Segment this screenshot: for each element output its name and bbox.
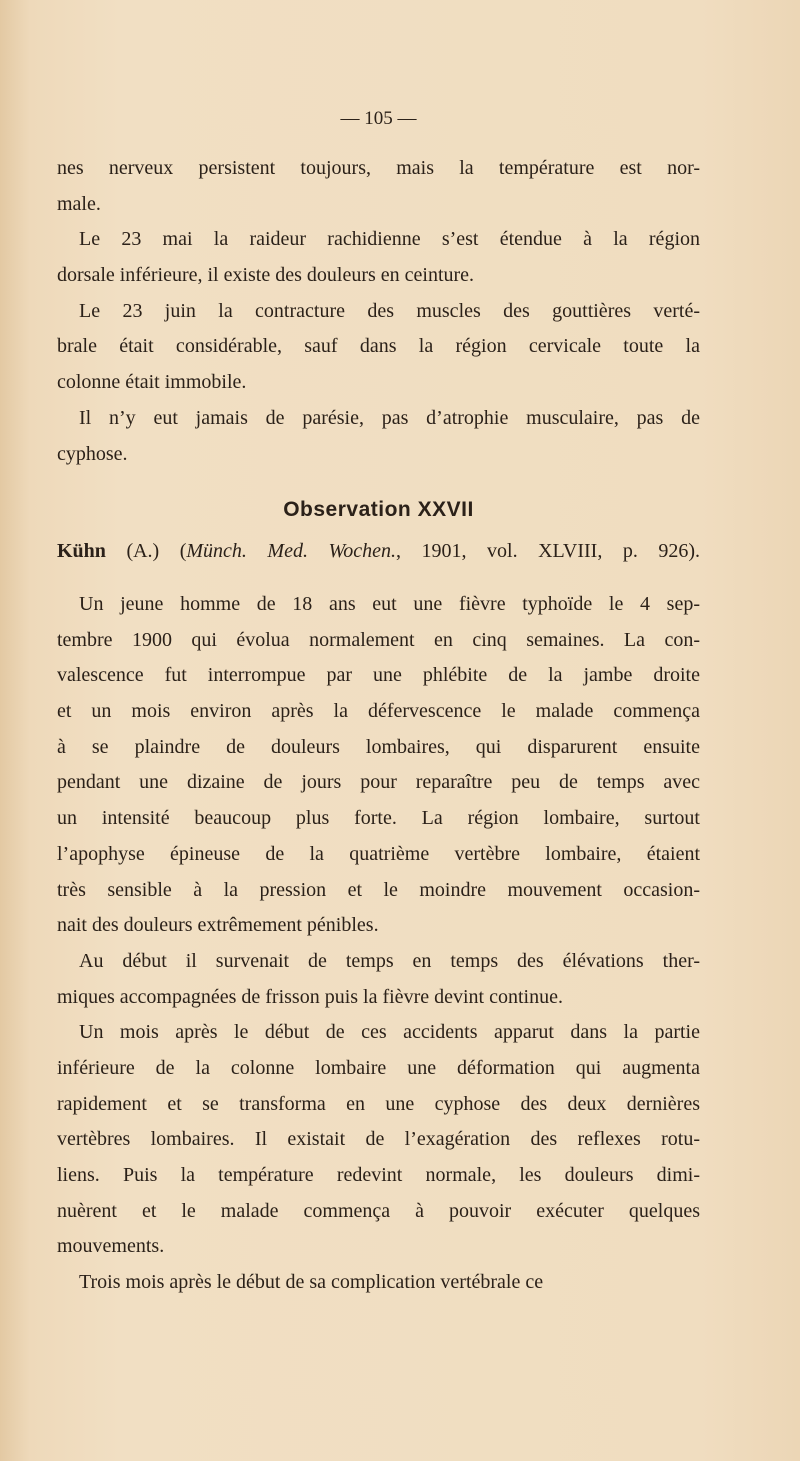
text-line: Un jeune homme de 18 ans eut une fièvre typhoïde le 4 sep- bbox=[79, 593, 700, 615]
text-line: un intensité beaucoup plus forte. La région lombaire, surtout bbox=[57, 807, 700, 830]
paragraph bbox=[57, 401, 700, 472]
observation-body bbox=[57, 587, 700, 1301]
text-line: Trois mois après le début de sa complication vertébrale ce bbox=[79, 1271, 544, 1294]
page-number: — 105 — bbox=[340, 108, 417, 129]
paragraph bbox=[57, 1265, 700, 1301]
paragraph bbox=[57, 944, 700, 1015]
observation-heading: Observation XXVII bbox=[283, 498, 474, 521]
reference-author: Kühn bbox=[57, 540, 106, 562]
paragraph bbox=[57, 222, 700, 293]
paragraph bbox=[57, 294, 700, 401]
text-line: rapidement et se transforma en une cyphose des deux dernières bbox=[57, 1092, 700, 1115]
text-line: brale était considérable, sauf dans la région cervicale toute la bbox=[57, 335, 700, 358]
text-line: Au début il survenait de temps en temps des élévations ther- bbox=[79, 949, 700, 972]
text-line: nuèrent et le malade commença à pouvoir exécuter quelques bbox=[57, 1199, 700, 1222]
text-line: l’apophyse épineuse de la quatrième vertèbre lombaire, étaient bbox=[57, 842, 700, 865]
text-line: nait des douleurs extrêmement pénibles. bbox=[57, 914, 379, 937]
text-line: tembre 1900 qui évolua normalement en cinq semaines. La con- bbox=[57, 628, 700, 651]
reference-journal: Münch. Med. Wochen. bbox=[186, 540, 397, 562]
text-line: male. bbox=[57, 192, 101, 215]
text-line: mouvements. bbox=[57, 1235, 165, 1258]
text-line: valescence fut interrompue par une phlébite de la jambe droite bbox=[57, 664, 700, 687]
reference-initial: (A.) bbox=[126, 540, 160, 562]
text-section-before-observation bbox=[57, 151, 700, 472]
reference-details: , 1901, vol. XLVIII, p. 926). bbox=[396, 540, 700, 562]
text-line: dorsale inférieure, il existe des douleurs en ceinture. bbox=[57, 264, 475, 287]
reference-open-paren: ( bbox=[179, 540, 187, 562]
text-line: Le 23 mai la raideur rachidienne s’est étendue à la région bbox=[79, 228, 700, 251]
text-line: Le 23 juin la contracture des muscles des gouttières verté- bbox=[79, 299, 700, 322]
text-line: très sensible à la pression et le moindre mouvement occasion- bbox=[57, 878, 700, 901]
text-line: à se plaindre de douleurs lombaires, qui disparurent ensuite bbox=[57, 735, 700, 758]
text-line: colonne était immobile. bbox=[57, 371, 247, 394]
paragraph bbox=[57, 587, 700, 944]
text-line: miques accompagnées de frisson puis la fièvre devint continue. bbox=[57, 985, 563, 1008]
text-line: vertèbres lombaires. Il existait de l’exagération des reflexes rotu- bbox=[57, 1128, 700, 1151]
text-line: pendant une dizaine de jours pour reparaître peu de temps avec bbox=[57, 771, 700, 794]
text-line: Il n’y eut jamais de parésie, pas d’atrophie musculaire, pas de bbox=[79, 406, 700, 429]
text-line: liens. Puis la température redevint normale, les douleurs dimi- bbox=[57, 1164, 700, 1186]
text-line: nes nerveux persistent toujours, mais la température est nor- bbox=[57, 157, 700, 179]
paragraph bbox=[57, 151, 700, 222]
text-line: inférieure de la colonne lombaire une déformation qui augmenta bbox=[57, 1056, 700, 1079]
text-line: Un mois après le début de ces accidents apparut dans la partie bbox=[79, 1021, 700, 1044]
bibliographic-reference bbox=[57, 534, 700, 570]
paragraph bbox=[57, 1015, 700, 1265]
text-line: cyphose. bbox=[57, 442, 128, 465]
text-line: et un mois environ après la défervescence le malade commença bbox=[57, 700, 700, 723]
